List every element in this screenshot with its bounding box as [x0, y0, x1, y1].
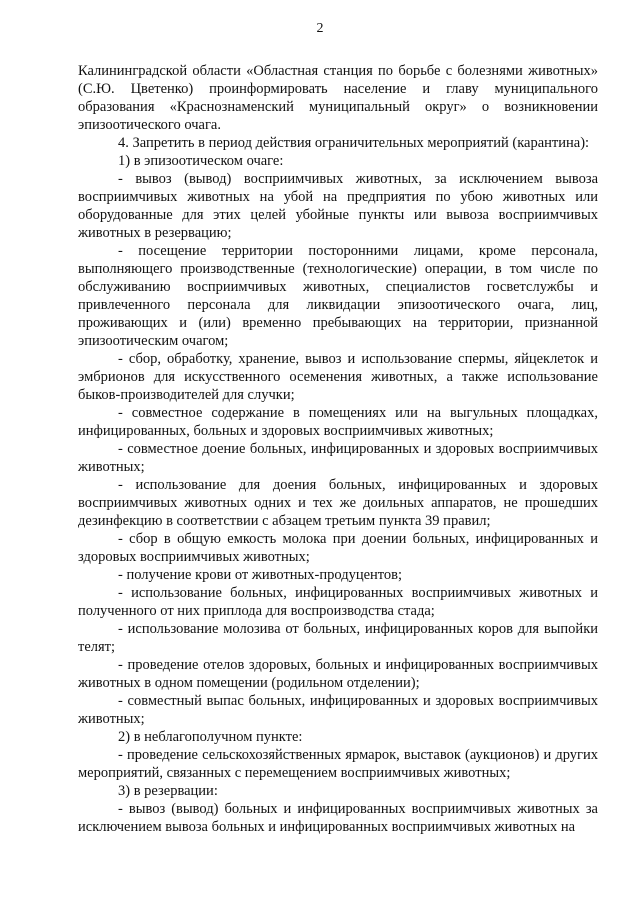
- paragraph: - использование молозива от больных, инфицированных коров для выпойки телят;: [78, 621, 598, 655]
- paragraph: 2) в неблагополучном пункте:: [118, 729, 303, 745]
- paragraph: 3) в резервации:: [118, 783, 218, 799]
- paragraph: - использование больных, инфицированных восприимчивых животных и полученного от них приплода для воспроизводства стада;: [78, 585, 598, 619]
- page-number: 2: [316, 21, 324, 36]
- paragraph: - сбор в общую емкость молока при доении больных, инфицированных и здоровых восприимчивых животных;: [78, 531, 598, 565]
- paragraph: - вывоз (вывод) больных и инфицированных восприимчивых животных за исключением вывоза больных и инфицированных восприимчивых животных на: [78, 801, 598, 835]
- paragraph: - проведение отелов здоровых, больных и инфицированных восприимчивых животных в одном помещении (родильном отделении);: [78, 657, 598, 691]
- paragraph: - получение крови от животных-продуцентов;: [118, 567, 403, 583]
- paragraph: - сбор, обработку, хранение, вывоз и использование спермы, яйцеклеток и эмбрионов для искусственного осеменения животных, а также использование быков-производителей для случки;: [78, 351, 598, 403]
- paragraph: - посещение территории посторонними лицами, кроме персонала, выполняющего производственные (технологические) операции, в том числе по обслуживанию восприимчивых животных, специалистов госветслужбы и привлеченного персонала для ликвидации эпизоотического очага, лиц, проживающих и (или) временно пребывающих на территории, признанной эпизоотическим очагом;: [78, 243, 598, 349]
- paragraph: 4. Запретить в период действия ограничительных мероприятий (карантина):: [118, 135, 590, 151]
- paragraph: - использование для доения больных, инфицированных и здоровых восприимчивых животных одних и тех же доильных аппаратов, не прошедших дезинфекцию в соответствии с абзацем третьим пункта 39 правил;: [78, 477, 598, 529]
- paragraph: - совместное доение больных, инфицированных и здоровых восприимчивых животных;: [78, 441, 598, 475]
- paragraph: - совместный выпас больных, инфицированных и здоровых восприимчивых животных;: [78, 693, 598, 727]
- paragraph: Калининградской области «Областная станция по борьбе с болезнями животных» (С.Ю. Цветенко) проинформировать население и главу муниципального образования «Краснознаменский муниципальный округ» о возникновении эпизоотического очага.: [78, 63, 598, 133]
- paragraph: - вывоз (вывод) восприимчивых животных, за исключением вывоза восприимчивых животных на убой на предприятия по убою животных или оборудованные для этих целей убойные пункты или вывоза восприимчивых животных в резервацию;: [78, 171, 598, 241]
- paragraph: - совместное содержание в помещениях или на выгульных площадках, инфицированных, больных и здоровых восприимчивых животных;: [78, 405, 598, 439]
- document-body: [78, 62, 598, 836]
- paragraph: - проведение сельскохозяйственных ярмарок, выставок (аукционов) и других мероприятий, связанных с перемещением восприимчивых животных;: [78, 747, 598, 781]
- paragraph: 1) в эпизоотическом очаге:: [118, 153, 284, 169]
